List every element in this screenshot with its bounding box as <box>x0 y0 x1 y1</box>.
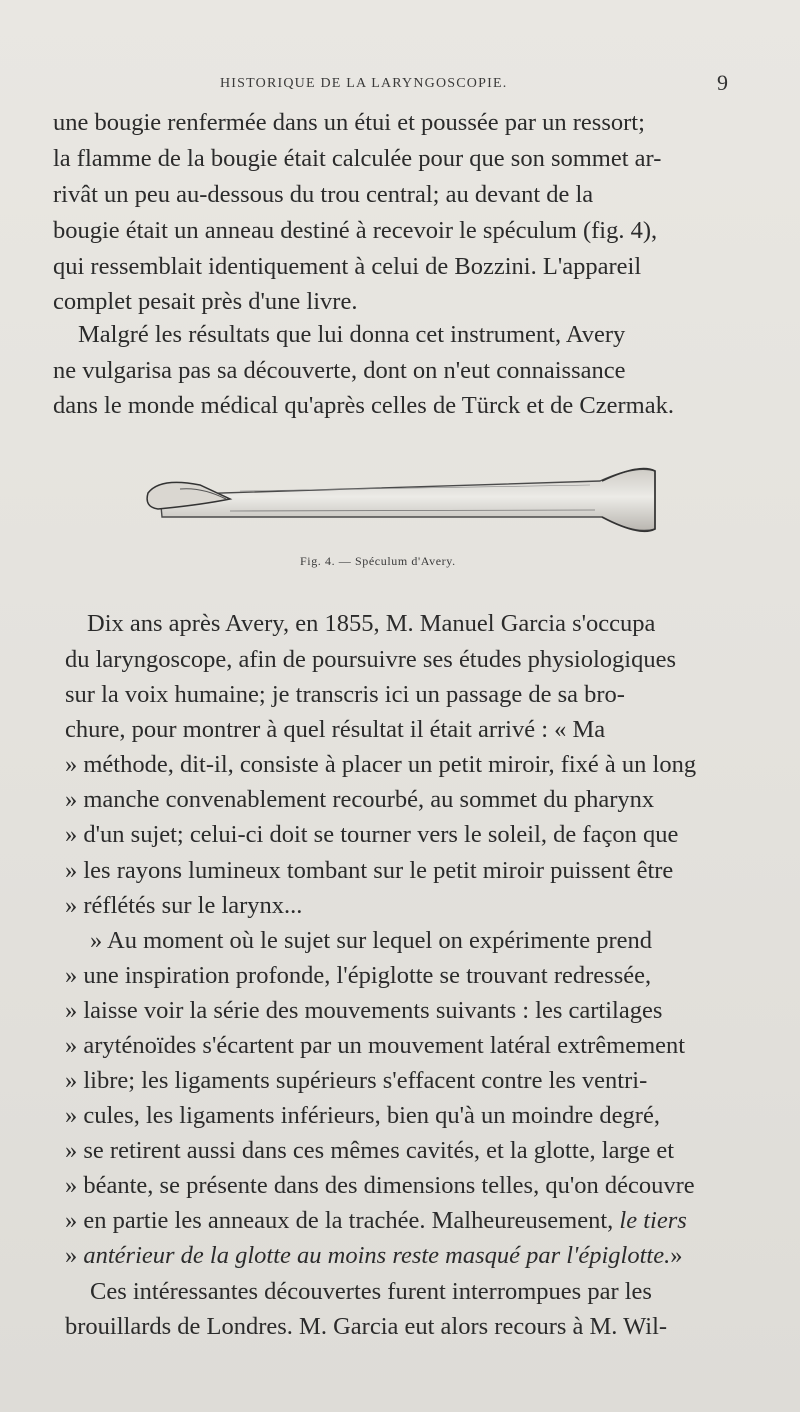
text-line: une bougie renfermée dans un étui et poussée par un ressort; <box>53 109 645 136</box>
italic-segment: le tiers <box>619 1207 687 1234</box>
text-line: rivât un peu au-dessous du trou central; au devant de la <box>53 181 594 208</box>
text-line: la flamme de la bougie était calculée pour que son sommet ar- <box>53 145 662 172</box>
text-line: » libre; les ligaments supérieurs s'effacent contre les ventri- <box>65 1067 648 1094</box>
speculum-illustration <box>140 455 660 550</box>
text-line: Dix ans après Avery, en 1855, M. Manuel Garcia s'occupa <box>87 610 656 637</box>
text-line: » réflétés sur le larynx... <box>65 892 303 919</box>
text-line: dans le monde médical qu'après celles de Türck et de Czermak. <box>53 392 674 419</box>
text-line: » une inspiration profonde, l'épiglotte se trouvant redressée, <box>65 962 652 989</box>
text-line: » laisse voir la série des mouvements suivants : les cartilages <box>65 997 663 1024</box>
text-line: » se retirent aussi dans ces mêmes cavités, et la glotte, large et <box>65 1137 675 1164</box>
text-line: complet pesait près d'une livre. <box>53 288 358 315</box>
text-line: » manche convenablement recourbé, au sommet du pharynx <box>65 786 655 813</box>
text-line: brouillards de Londres. M. Garcia eut alors recours à M. Wil- <box>65 1313 668 1340</box>
text-line: Ces intéressantes découvertes furent interrompues par les <box>90 1278 652 1305</box>
figure-caption: Fig. 4. — Spéculum d'Avery. <box>300 554 456 568</box>
quote-mark: » <box>65 1242 78 1269</box>
text-line: du laryngoscope, afin de poursuivre ses études physiologiques <box>65 646 677 673</box>
text-line: bougie était un anneau destiné à recevoir le spéculum (fig. 4), <box>53 217 658 244</box>
page-header <box>55 70 728 102</box>
text-line: sur la voix humaine; je transcris ici un passage de sa bro- <box>65 681 625 708</box>
text-line: chure, pour montrer à quel résultat il était arrivé : « Ma <box>65 716 606 743</box>
speculum-figure <box>140 455 660 550</box>
text-line: qui ressemblait identiquement à celui de Bozzini. L'appareil <box>53 253 642 280</box>
text-line: » aryténoïdes s'écartent par un mouvement latéral extrêmement <box>65 1032 686 1059</box>
text-line: » Au moment où le sujet sur lequel on expérimente prend <box>90 927 653 954</box>
text-line: Malgré les résultats que lui donna cet instrument, Avery <box>78 321 626 348</box>
page-number: 9 <box>717 70 728 95</box>
running-title: HISTORIQUE DE LA LARYNGOSCOPIE. <box>220 76 508 91</box>
text-line: » d'un sujet; celui-ci doit se tourner vers le soleil, de façon que <box>65 821 679 848</box>
text-line-with-italic <box>65 1209 687 1234</box>
text-segment: » en partie les anneaux de la trachée. Malheureusement, <box>65 1207 614 1234</box>
text-line: » méthode, dit-il, consiste à placer un petit miroir, fixé à un long <box>65 751 697 778</box>
text-line: » cules, les ligaments inférieurs, bien qu'à un moindre degré, <box>65 1102 660 1129</box>
text-line-italic <box>65 1244 682 1269</box>
italic-segment: antérieur de la glotte au moins reste masqué par l'épiglotte. <box>83 1242 671 1269</box>
text-line: » béante, se présente dans des dimensions telles, qu'on découvre <box>65 1172 695 1199</box>
text-line: ne vulgarisa pas sa découverte, dont on n'eut connaissance <box>53 357 626 384</box>
text-line: » les rayons lumineux tombant sur le petit miroir puissent être <box>65 857 674 884</box>
quote-mark: » <box>670 1242 683 1269</box>
